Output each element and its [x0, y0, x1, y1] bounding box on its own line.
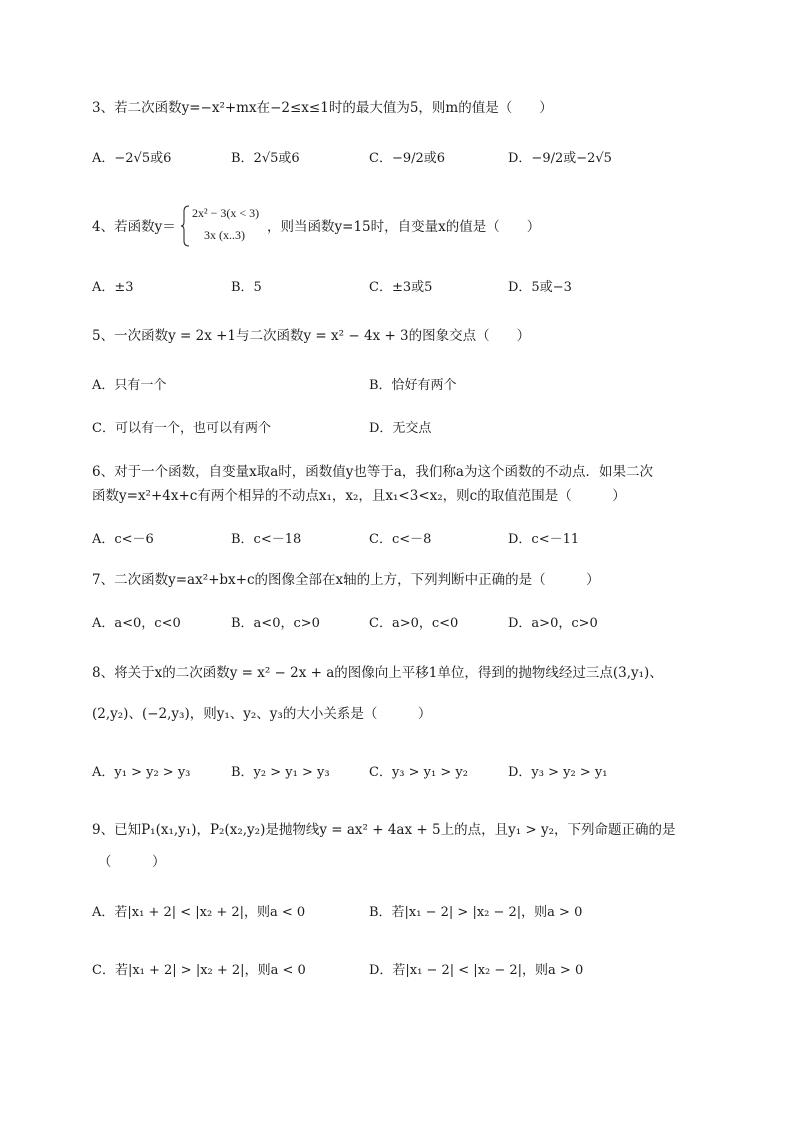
q8-stem-line1: 8、将关于x的二次函数y = x² − 2x + a的图像向上平移1单位，得到的抛物线经过三点(3,y₁)、	[92, 665, 663, 681]
q7-option-c[interactable]: C．a>0，c<0	[369, 616, 459, 631]
q7-option-a[interactable]: A．a<0，c<0	[92, 616, 181, 631]
q4-stem-prefix: 4、若函数y＝	[92, 219, 176, 235]
q5-option-d[interactable]: D．无交点	[369, 421, 432, 436]
q4-option-c[interactable]: C．±3或5	[369, 280, 433, 295]
q7-stem: 7、二次函数y=ax²+bx+c的图像全部在x轴的上方，下列判断中正确的是（ ）	[92, 572, 600, 588]
q3-option-b[interactable]: B．2√5或6	[231, 151, 300, 166]
q8-option-b[interactable]: B．y₂ > y₁ > y₃	[231, 765, 330, 780]
q3-option-d[interactable]: D．−9/2或−2√5	[508, 151, 612, 166]
q6-stem-line2: 函数y=x²+4x+c有两个相异的不动点x₁，x₂，且x₁<3<x₂，则c的取值范围是（ ）	[92, 488, 626, 504]
q9-option-c[interactable]: C．若|x₁ + 2| > |x₂ + 2|，则a < 0	[92, 963, 306, 978]
q4-piece-1: 2x² − 3(x < 3)	[192, 206, 260, 220]
q3-option-a[interactable]: A．−2√5或6	[92, 151, 172, 166]
q6-stem-line1: 6、对于一个函数，自变量x取a时，函数值y也等于a，我们称a为这个函数的不动点．如果二次	[92, 464, 653, 480]
q6-option-d[interactable]: D．c<－11	[508, 532, 580, 547]
q7-option-d[interactable]: D．a>0，c>0	[508, 616, 598, 631]
q7-option-b[interactable]: B．a<0，c>0	[231, 616, 320, 631]
q5-option-c[interactable]: C．可以有一个，也可以有两个	[92, 421, 271, 436]
q8-stem-line2: (2,y₂)、(−2,y₃)，则y₁、y₂、y₃的大小关系是（ ）	[92, 706, 432, 722]
q9-stem-line1: 9、已知P₁(x₁,y₁)，P₂(x₂,y₂)是抛物线y = ax² + 4ax + 5上的点，且y₁ > y₂，下列命题正确的是	[92, 822, 676, 838]
q5-stem: 5、一次函数y = 2x +1与二次函数y = x² − 4x + 3的图象交点（ ）	[92, 328, 531, 344]
piecewise-brace	[181, 205, 191, 247]
q4-piece-2: 3x (x..3)	[204, 228, 245, 242]
q5-option-b[interactable]: B．恰好有两个	[369, 378, 457, 393]
q9-stem-line2: （ ）	[98, 854, 166, 870]
q6-option-a[interactable]: A．c<－6	[92, 532, 154, 547]
q3-option-c[interactable]: C．−9/2或6	[369, 151, 446, 166]
q9-option-b[interactable]: B．若|x₁ − 2| > |x₂ − 2|，则a > 0	[369, 905, 583, 920]
q5-option-a[interactable]: A．只有一个	[92, 378, 167, 393]
q6-option-b[interactable]: B．c<－18	[231, 532, 302, 547]
q4-option-b[interactable]: B．5	[231, 280, 262, 295]
q4-option-d[interactable]: D．5或−3	[508, 280, 572, 295]
q4-stem-suffix: ，则当函数y=15时，自变量x的值是（ ）	[267, 219, 541, 235]
q9-option-d[interactable]: D．若|x₁ − 2| < |x₂ − 2|，则a > 0	[369, 963, 584, 978]
q9-option-a[interactable]: A．若|x₁ + 2| < |x₂ + 2|，则a < 0	[92, 905, 306, 920]
q8-option-d[interactable]: D．y₃ > y₂ > y₁	[508, 765, 608, 780]
q6-option-c[interactable]: C．c<－8	[369, 532, 432, 547]
q4-option-a[interactable]: A．±3	[92, 280, 134, 295]
q8-option-a[interactable]: A．y₁ > y₂ > y₃	[92, 765, 191, 780]
q3-stem: 3、若二次函数y=−x²+mx在−2≤x≤1时的最大值为5，则m的值是（ ）	[92, 100, 553, 116]
q8-option-c[interactable]: C．y₃ > y₁ > y₂	[369, 765, 468, 780]
